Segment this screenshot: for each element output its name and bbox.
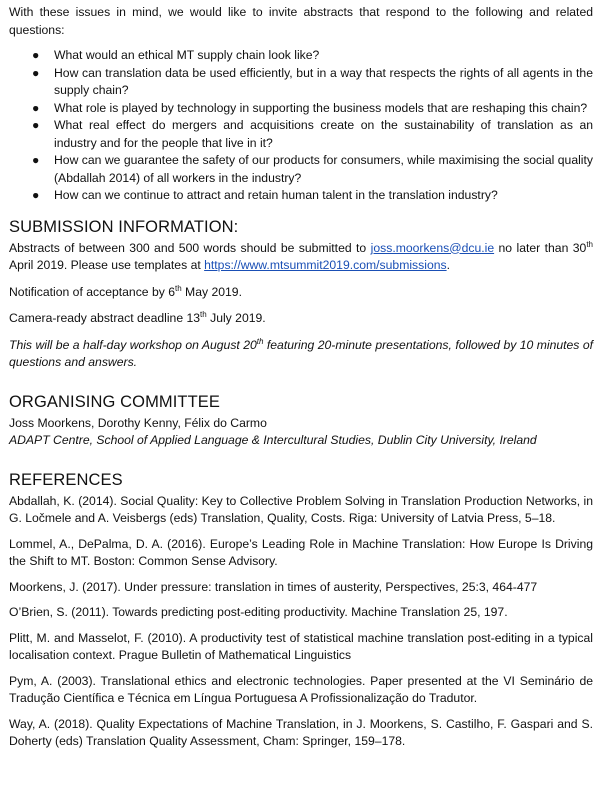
ordinal-suffix: th bbox=[174, 283, 182, 293]
reference-item: O’Brien, S. (2011). Towards predicting post-editing productivity. Machine Translation 25, 197. bbox=[9, 605, 508, 619]
committee-affiliation: ADAPT Centre, School of Applied Language & Intercultural Studies, Dublin City University, Ireland bbox=[9, 433, 537, 447]
references-heading: REFERENCES bbox=[9, 470, 123, 489]
deadline-text: Camera-ready abstract deadline 13 bbox=[9, 311, 201, 325]
list-item bbox=[9, 100, 593, 118]
committee-names: Joss Moorkens, Dorothy Kenny, Félix do Carmo bbox=[9, 415, 267, 430]
bullet-icon: ● bbox=[32, 65, 40, 80]
notification-text: May 2019. bbox=[181, 284, 242, 299]
reference-item: Way, A. (2018). Quality Expectations of Machine Translation, in J. Moorkens, S. Castilho, F. Gaspari and S. Doherty (eds) Translation Quality Assessment, Cham: Springer, 159–178. bbox=[9, 716, 593, 748]
question-text: How can translation data be used efficiently, but in a way that respects the rights of all agents in the supply chain? bbox=[54, 65, 593, 97]
list-item bbox=[9, 187, 593, 205]
submission-text: Abstracts of between 300 and 500 words should be submitted to bbox=[9, 240, 371, 255]
submissions-url-link[interactable]: https://www.mtsummit2019.com/submissions bbox=[204, 258, 447, 272]
question-text: What role is played by technology in supporting the business models that are reshaping this chain? bbox=[54, 100, 588, 115]
reference-item: Abdallah, K. (2014). Social Quality: Key to Collective Problem Solving in Translation Production Networks, in G. Ločmele and A. Veisbergs (eds) Translation, Quality, Costs. Riga: University of Latvia Press, 5–18. bbox=[9, 493, 593, 525]
ordinal-suffix: th bbox=[256, 336, 264, 346]
question-text: What real effect do mergers and acquisitions create on the sustainability of translation as an industry and for the people that live in it? bbox=[54, 118, 593, 150]
workshop-text: featuring 20-minute presentations, followed by 10 minutes of questions and answers. bbox=[9, 337, 593, 369]
deadline-paragraph bbox=[9, 310, 593, 328]
reference-list bbox=[9, 493, 593, 751]
submission-text: no later than 30 bbox=[494, 240, 587, 255]
reference-item: Plitt, M. and Masselot, F. (2010). A productivity test of statistical machine translation post-editing in a typical localisation context. Prague Bulletin of Mathematical Linguistics bbox=[9, 630, 593, 662]
bullet-icon: ● bbox=[32, 48, 40, 62]
question-list bbox=[9, 47, 593, 205]
deadline-text: July 2019. bbox=[206, 311, 266, 325]
list-item bbox=[9, 47, 593, 65]
ordinal-suffix: th bbox=[200, 310, 207, 319]
bullet-icon: ● bbox=[32, 188, 40, 202]
bullet-icon: ● bbox=[32, 118, 40, 132]
workshop-paragraph bbox=[9, 337, 593, 372]
reference-item: Pym, A. (2003). Translational ethics and electronic technologies. Paper presented at the VI Seminário de Tradução Científica e Técnica em Língua Portuguesa A Profissionalização do Tradutor. bbox=[9, 673, 593, 705]
list-item bbox=[9, 117, 593, 152]
submission-text: . bbox=[446, 258, 450, 272]
committee-heading: ORGANISING COMMITTEE bbox=[9, 392, 221, 411]
list-item bbox=[9, 152, 593, 187]
notification-paragraph bbox=[9, 284, 593, 302]
bullet-icon: ● bbox=[32, 153, 40, 167]
list-item bbox=[9, 65, 593, 100]
intro-paragraph: With these issues in mind, we would like to invite abstracts that respond to the following and related questions: bbox=[9, 5, 593, 37]
question-text: What would an ethical MT supply chain look like? bbox=[54, 48, 320, 62]
workshop-text: This will be a half-day workshop on August 20 bbox=[9, 337, 257, 352]
question-text: How can we continue to attract and retain human talent in the translation industry? bbox=[54, 188, 498, 202]
notification-text: Notification of acceptance by 6 bbox=[9, 284, 175, 299]
email-link[interactable]: joss.moorkens@dcu.ie bbox=[370, 240, 495, 255]
bullet-icon: ● bbox=[32, 100, 40, 115]
submission-text: April 2019. Please use templates at bbox=[9, 258, 205, 272]
reference-item: Moorkens, J. (2017). Under pressure: translation in times of austerity, Perspectives, 25:3, 464-477 bbox=[9, 579, 538, 594]
submission-heading: SUBMISSION INFORMATION: bbox=[9, 217, 239, 236]
ordinal-suffix: th bbox=[586, 239, 593, 249]
submission-paragraph bbox=[9, 240, 593, 275]
question-text: How can we guarantee the safety of our products for consumers, while maximising the social quality (Abdallah 2014) of all workers in the industry? bbox=[54, 153, 593, 185]
reference-item: Lommel, A., DePalma, D. A. (2016). Europe’s Leading Role in Machine Translation: How Europe Is Driving the Shift to MT. Boston: Common Sense Advisory. bbox=[9, 536, 593, 568]
